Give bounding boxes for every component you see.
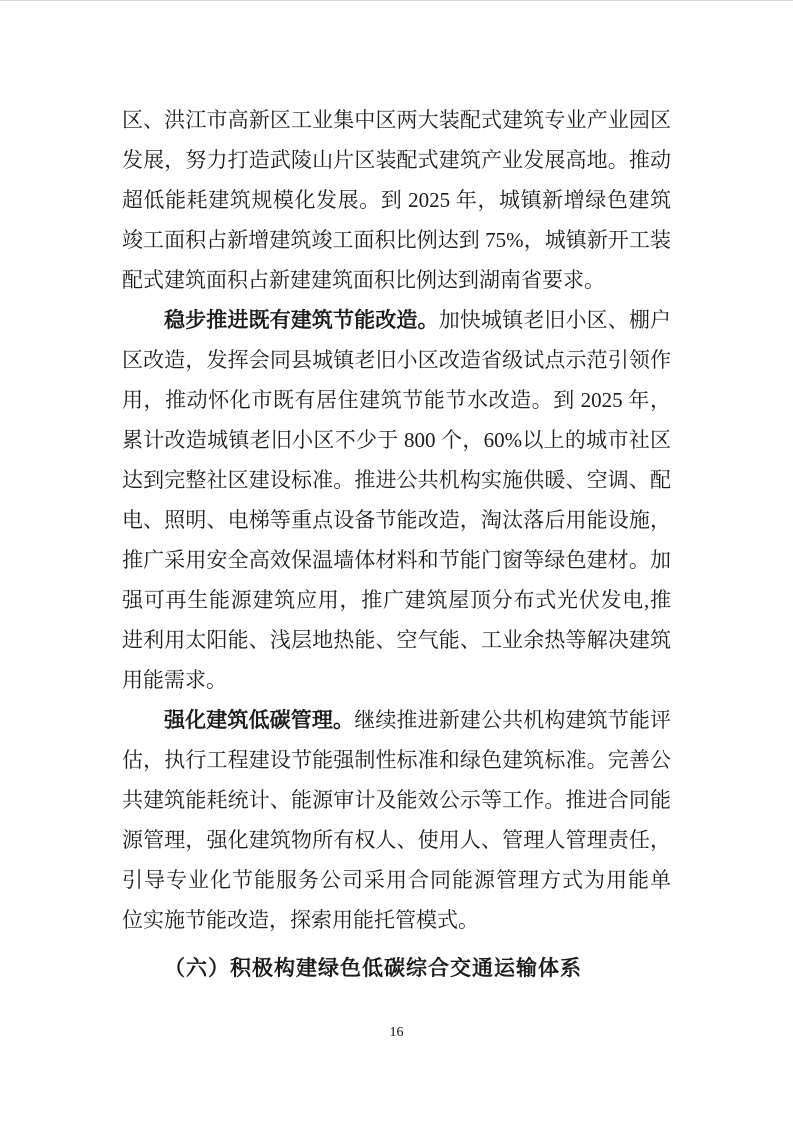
line-text: 继续推进新建公共机构建筑节能评: [354, 708, 671, 732]
line-text: 位实施节能改造，探索用能托管模式。: [122, 908, 479, 932]
bold-lead-text: 强化建筑低碳管理。: [164, 708, 355, 732]
line-text: 共建筑能耗统计、能源审计及能效公示等工作。推进合同能: [122, 788, 671, 812]
line-text: 估，执行工程建设节能强制性标准和绿色建筑标准。完善公: [122, 748, 671, 772]
page-number: 16: [389, 1025, 404, 1040]
text-line: [122, 500, 671, 540]
line-text: 电、照明、电梯等重点设备节能改造，淘汰落后用能设施，: [122, 508, 671, 532]
text-line: [122, 220, 671, 260]
text-line: [122, 660, 671, 700]
line-text: 配式建筑面积占新建建筑面积比例达到湖南省要求。: [122, 268, 605, 292]
line-text: 区改造，发挥会同县城镇老旧小区改造省级试点示范引领作: [122, 348, 671, 372]
text-line: [122, 620, 671, 660]
line-text: 源管理，强化建筑物所有权人、使用人、管理人管理责任，: [122, 828, 671, 852]
text-line: [122, 740, 671, 780]
text-line: [122, 948, 671, 988]
line-text: （六）积极构建绿色低碳综合交通运输体系: [164, 956, 582, 980]
line-text: 竣工面积占新增建筑竣工面积比例达到 75%，城镇新开工装: [122, 228, 671, 252]
text-line: [122, 820, 671, 860]
text-line: [122, 300, 671, 340]
text-line: [122, 700, 671, 740]
text-line: [122, 780, 671, 820]
line-text: 引导专业化节能服务公司采用合同能源管理方式为用能单: [122, 868, 671, 892]
line-text: 用，推动怀化市既有居住建筑节能节水改造。到 2025 年，: [122, 388, 671, 412]
bold-lead-text: 稳步推进既有建筑节能改造。: [164, 308, 439, 332]
line-text: 加快城镇老旧小区、棚户: [438, 308, 671, 332]
text-line: [122, 860, 671, 900]
text-line: [122, 180, 671, 220]
text-block: [122, 100, 671, 988]
page-top-edge: [0, 0, 793, 1]
text-line: [122, 100, 671, 140]
line-text: 超低能耗建筑规模化发展。到 2025 年，城镇新增绿色建筑: [122, 188, 671, 212]
text-line: [122, 460, 671, 500]
text-line: [122, 380, 671, 420]
paragraph-assembled-buildings-continuation: [122, 100, 671, 300]
line-text: 区、洪江市高新区工业集中区两大装配式建筑专业产业园区: [122, 108, 671, 132]
line-text: 发展，努力打造武陵山片区装配式建筑产业发展高地。推动: [122, 148, 671, 172]
text-line: [122, 340, 671, 380]
line-text: 进利用太阳能、浅层地热能、空气能、工业余热等解决建筑: [122, 628, 671, 652]
text-line: [122, 420, 671, 460]
text-line: [122, 900, 671, 940]
text-line: [122, 540, 671, 580]
line-text: 达到完整社区建设标准。推进公共机构实施供暖、空调、配: [122, 468, 671, 492]
paragraph-building-low-carbon-management: [122, 700, 671, 940]
section-heading-six-green-transport: [122, 948, 671, 988]
line-text: 用能需求。: [122, 668, 227, 692]
text-line: [122, 260, 671, 300]
line-text: 强可再生能源建筑应用，推广建筑屋顶分布式光伏发电,推: [122, 588, 671, 612]
text-line: [122, 140, 671, 180]
paragraph-existing-building-retrofit: [122, 300, 671, 700]
line-text: 推广采用安全高效保温墙体材料和节能门窗等绿色建材。加: [122, 548, 671, 572]
line-text: 累计改造城镇老旧小区不少于 800 个，60%以上的城市社区: [122, 428, 671, 452]
text-line: [122, 580, 671, 620]
